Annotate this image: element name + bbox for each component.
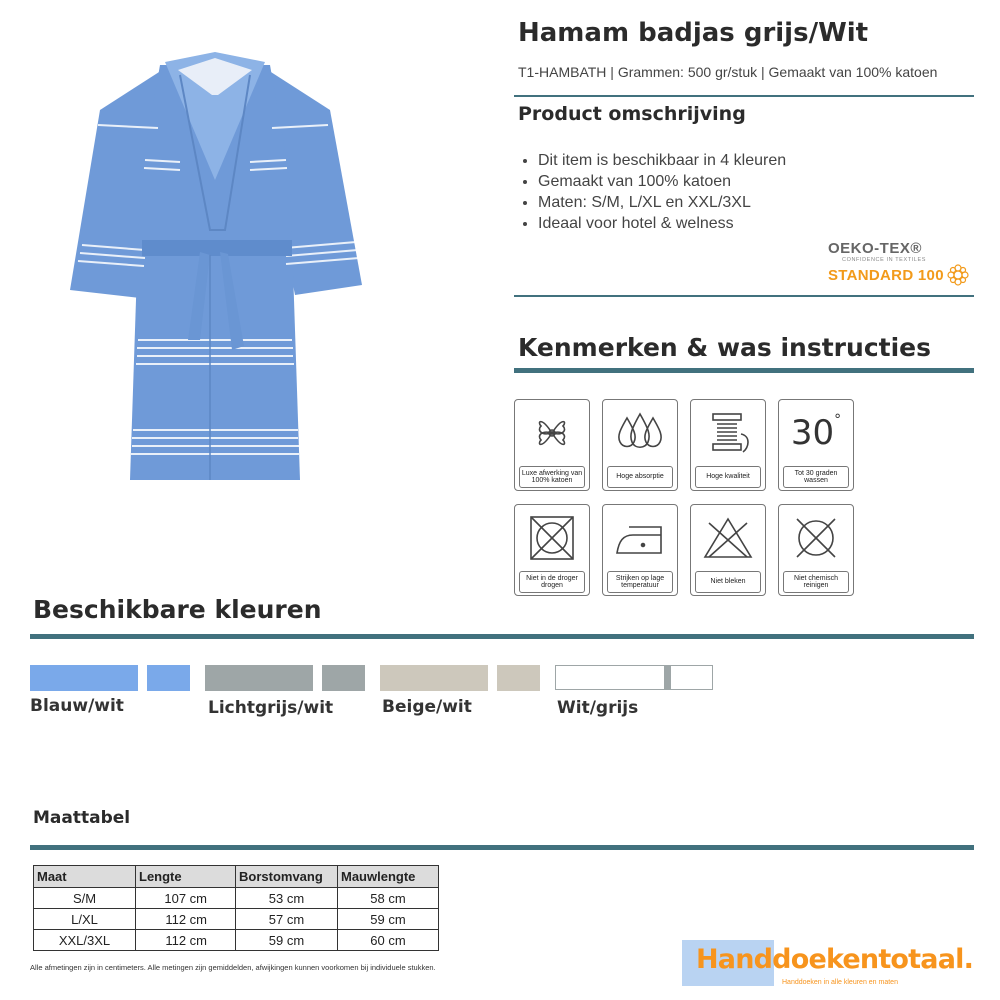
features-heading: Kenmerken & was instructies	[518, 333, 931, 362]
feature-card	[690, 504, 766, 596]
feature-card	[514, 399, 590, 491]
table-cell: 107 cm	[136, 888, 236, 909]
wash-30-icon	[783, 404, 849, 462]
product-subtitle: T1-HAMBATH | Grammen: 500 gr/stuk | Gemaakt van 100% katoen	[518, 64, 938, 80]
thread-spool-icon	[695, 404, 761, 462]
color-swatch-wit	[555, 665, 713, 690]
color-name: Lichtgrijs/wit	[208, 698, 334, 718]
color-swatch-lichtgrijs-accent	[322, 665, 365, 691]
wash-degree: °	[834, 412, 842, 428]
table-cell: L/XL	[34, 909, 136, 930]
brand-logo	[682, 940, 982, 990]
feature-card	[602, 504, 678, 596]
feature-label: Niet in de droger drogen	[519, 571, 585, 593]
wash-temperature: 30	[790, 413, 835, 453]
brand-name: Handdoekentotaal.	[696, 944, 974, 975]
description-list	[520, 150, 786, 234]
description-bullet: • Dit item is beschikbaar in 4 kleuren	[538, 150, 786, 171]
column-header: Maat	[34, 866, 136, 888]
color-name: Wit/grijs	[557, 698, 639, 718]
divider	[514, 295, 974, 297]
oeko-tex-label	[828, 240, 978, 287]
oeko-tex-standard: STANDARD 100	[828, 266, 944, 284]
divider	[30, 845, 974, 850]
color-swatch-beige	[380, 665, 488, 691]
color-swatch-blauw	[30, 665, 138, 691]
product-title: Hamam badjas grijs/Wit	[518, 18, 869, 48]
colors-heading: Beschikbare kleuren	[33, 595, 322, 624]
iron-low-icon	[607, 509, 673, 567]
size-table-heading: Maattabel	[33, 808, 131, 828]
water-drops-icon	[607, 404, 673, 462]
color-name: Blauw/wit	[30, 696, 124, 716]
color-swatch-blauw-accent	[147, 665, 190, 691]
table-cell: S/M	[34, 888, 136, 909]
column-header: Mauwlengte	[338, 866, 439, 888]
description-heading: Product omschrijving	[518, 103, 746, 125]
no-bleach-icon	[695, 509, 761, 567]
feature-label: Niet chemisch reinigen	[783, 571, 849, 593]
divider	[30, 634, 974, 639]
oeko-flower-icon	[946, 263, 970, 287]
feature-label: Niet bleken	[695, 571, 761, 593]
description-bullet: • Maten: S/M, L/XL en XXL/3XL	[538, 192, 786, 213]
table-cell: 58 cm	[338, 888, 439, 909]
color-swatch-wit-accent	[664, 666, 671, 689]
size-table	[33, 865, 439, 951]
table-cell: 53 cm	[236, 888, 338, 909]
table-cell: 112 cm	[136, 909, 236, 930]
feature-card	[514, 504, 590, 596]
table-cell: 112 cm	[136, 930, 236, 951]
table-row	[34, 909, 439, 930]
brand-tagline: Handdoeken in alle kleuren en maten	[782, 979, 898, 986]
footnote: Alle afmetingen zijn in centimeters. Alle metingen zijn gemiddelden, afwijkingen kunnen voorkomen bij individuele stukken.	[30, 963, 436, 972]
oeko-tex-tagline: CONFIDENCE IN TEXTILES	[842, 257, 926, 263]
no-dry-clean-icon	[783, 509, 849, 567]
description-bullet: • Gemaakt van 100% katoen	[538, 171, 786, 192]
no-tumble-dry-icon	[519, 509, 585, 567]
clover-icon	[519, 404, 585, 462]
feature-card	[778, 399, 854, 491]
column-header: Borstomvang	[236, 866, 338, 888]
table-cell: 60 cm	[338, 930, 439, 951]
divider	[514, 95, 974, 97]
feature-card	[778, 504, 854, 596]
color-swatch-beige-accent	[497, 665, 540, 691]
feature-label: Strijken op lage temperatuur	[607, 571, 673, 593]
table-row	[34, 930, 439, 951]
table-cell: 57 cm	[236, 909, 338, 930]
divider	[514, 368, 974, 373]
table-cell: 59 cm	[236, 930, 338, 951]
table-cell: 59 cm	[338, 909, 439, 930]
bathrobe-image	[60, 40, 370, 510]
color-name: Beige/wit	[382, 697, 472, 717]
oeko-tex-name: OEKO-TEX®	[828, 240, 922, 257]
feature-card	[602, 399, 678, 491]
color-swatch-lichtgrijs	[205, 665, 313, 691]
table-cell: XXL/3XL	[34, 930, 136, 951]
description-bullet: • Ideaal voor hotel & welness	[538, 213, 786, 234]
table-header-row	[34, 866, 439, 888]
feature-label: Luxe afwerking van 100% katoen	[519, 466, 585, 488]
feature-card	[690, 399, 766, 491]
feature-label: Hoge kwaliteit	[695, 466, 761, 488]
table-row	[34, 888, 439, 909]
feature-label: Hoge absorptie	[607, 466, 673, 488]
feature-label: Tot 30 graden wassen	[783, 466, 849, 488]
column-header: Lengte	[136, 866, 236, 888]
